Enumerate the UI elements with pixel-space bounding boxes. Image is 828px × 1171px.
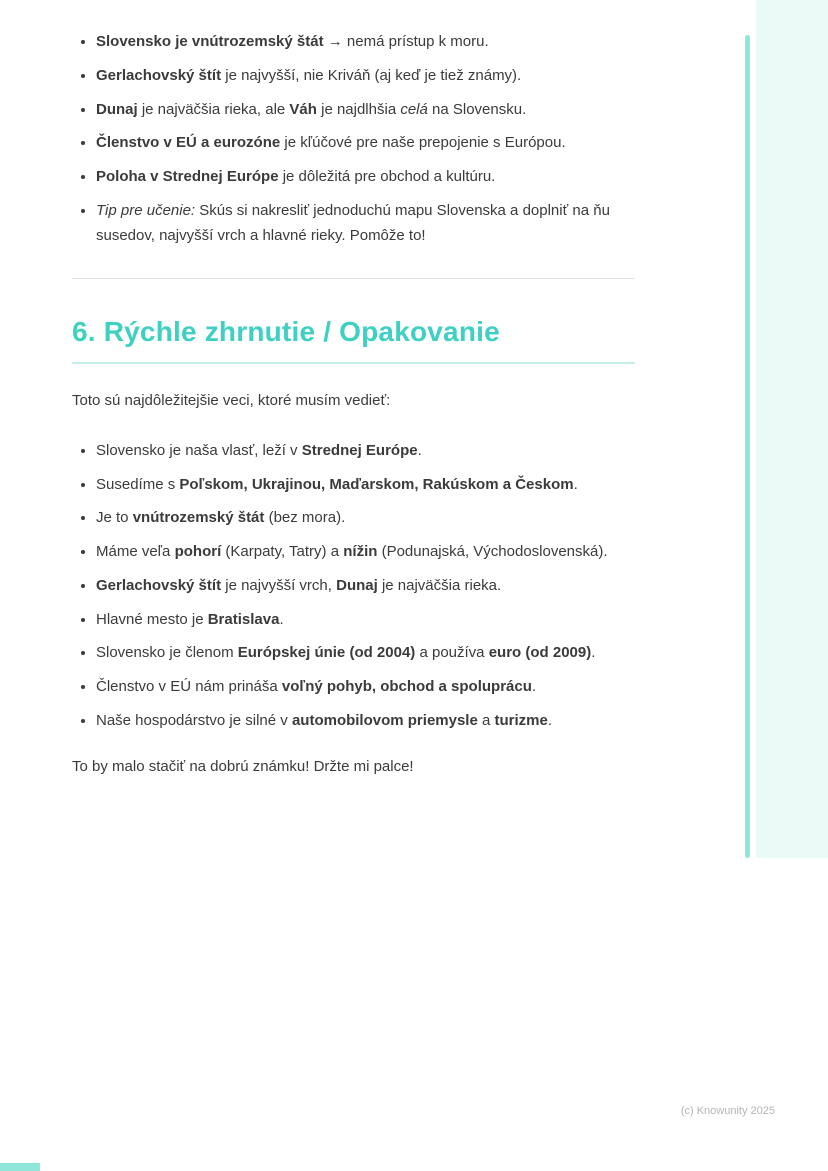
text-segment: Skús si nakresliť jednoduchú mapu Slovenska a doplniť na ňu susedov, najvyšší vrch a hlavné rieky. Pomôže to! xyxy=(96,201,610,244)
list-item xyxy=(96,473,635,498)
list-item xyxy=(96,641,635,666)
list-item xyxy=(96,131,635,156)
text-segment: Európskej únie (od 2004) xyxy=(237,644,416,662)
section-heading: 6. Rýchle zhrnutie / Opakovanie xyxy=(72,316,635,364)
text-segment: je najvyšší, nie Kriváň (aj keď je tiež známy). xyxy=(221,66,522,84)
text-segment: Slovensko je naša vlasť, leží v xyxy=(96,441,302,459)
list-item xyxy=(96,64,635,89)
text-segment: . xyxy=(417,441,422,459)
text-segment: (Podunajská, Východoslovenská). xyxy=(377,543,608,561)
text-segment: pohorí xyxy=(174,543,222,561)
text-segment: automobilovom priemysle xyxy=(291,711,478,729)
list-item xyxy=(96,540,635,565)
closing-paragraph: To by malo stačiť na dobrú známku! Držte mi palce! xyxy=(72,757,414,775)
text-segment: je najväčšia rieka. xyxy=(377,576,502,594)
text-segment: je najvyšší vrch, xyxy=(221,576,337,594)
list-item xyxy=(96,709,635,734)
text-segment: (bez mora). xyxy=(264,509,346,527)
text-segment: . xyxy=(531,678,537,696)
document-content xyxy=(72,30,635,778)
text-segment: Dunaj xyxy=(96,100,138,118)
text-segment: a xyxy=(477,711,495,729)
intro-paragraph: Toto sú najdôležitejšie veci, ktoré musím vedieť: xyxy=(72,392,391,410)
text-segment: je kľúčové pre naše prepojenie s Európou. xyxy=(280,134,566,152)
list-item xyxy=(96,574,635,599)
section-divider xyxy=(72,278,635,279)
text-segment: . xyxy=(547,711,553,729)
list-item xyxy=(96,98,635,123)
footer-credit: (c) Knowunity 2025 xyxy=(680,1105,775,1117)
text-segment: Je to xyxy=(96,509,133,527)
text-segment: Bratislava xyxy=(207,610,280,628)
text-segment: vnútrozemský štát xyxy=(132,509,265,527)
text-segment: je najdlhšia xyxy=(316,100,401,118)
text-segment: na Slovensku. xyxy=(427,100,527,118)
text-segment: → nemá prístup k moru. xyxy=(323,33,489,50)
list-item xyxy=(96,30,635,55)
list-item xyxy=(96,608,635,633)
text-segment: Máme veľa xyxy=(96,543,175,561)
text-segment: Slovensko je vnútrozemský štát xyxy=(96,33,324,50)
text-segment: Susedíme s xyxy=(96,475,180,493)
text-segment: Naše hospodárstvo je silné v xyxy=(96,711,292,729)
text-segment: je dôležitá pre obchod a kultúru. xyxy=(278,168,496,185)
text-segment: (Karpaty, Tatry) a xyxy=(221,543,344,561)
text-segment: Dunaj xyxy=(336,576,378,594)
key-points-list xyxy=(72,30,635,248)
text-segment: Členstvo v EÚ nám prináša xyxy=(96,678,282,696)
text-segment: a používa xyxy=(415,644,489,662)
list-item xyxy=(96,506,635,531)
text-segment: Slovensko je členom xyxy=(96,644,238,662)
text-segment: Členstvo v EÚ a eurozóne xyxy=(96,134,281,152)
text-segment: Strednej Európe xyxy=(301,441,418,459)
text-segment: je najväčšia rieka, ale xyxy=(137,100,290,118)
text-segment: euro (od 2009) xyxy=(488,644,592,662)
text-segment: celá xyxy=(400,100,428,118)
text-segment: Gerlachovský štít xyxy=(96,66,222,84)
side-accent-panel xyxy=(756,0,828,858)
text-segment: nížin xyxy=(343,543,378,561)
list-item xyxy=(96,439,635,464)
text-segment: Tip pre učenie: xyxy=(96,201,196,219)
text-segment: Poloha v Strednej Európe xyxy=(96,168,279,185)
text-segment: . xyxy=(591,644,596,662)
text-segment: voľný pohyb, obchod a spoluprácu xyxy=(281,678,532,696)
text-segment: . xyxy=(279,610,284,628)
bottom-left-accent xyxy=(0,1163,40,1171)
text-segment: turizme xyxy=(494,711,548,729)
text-segment: . xyxy=(573,475,578,493)
summary-list xyxy=(72,439,635,734)
list-item xyxy=(96,675,635,700)
text-segment: Gerlachovský štít xyxy=(96,576,222,594)
side-accent-line xyxy=(745,35,750,858)
text-segment: Poľskom, Ukrajinou, Maďarskom, Rakúskom a Českom xyxy=(179,475,574,493)
list-item xyxy=(96,199,635,249)
text-segment: Hlavné mesto je xyxy=(96,610,208,628)
text-segment: Váh xyxy=(289,100,317,118)
list-item xyxy=(96,165,635,190)
